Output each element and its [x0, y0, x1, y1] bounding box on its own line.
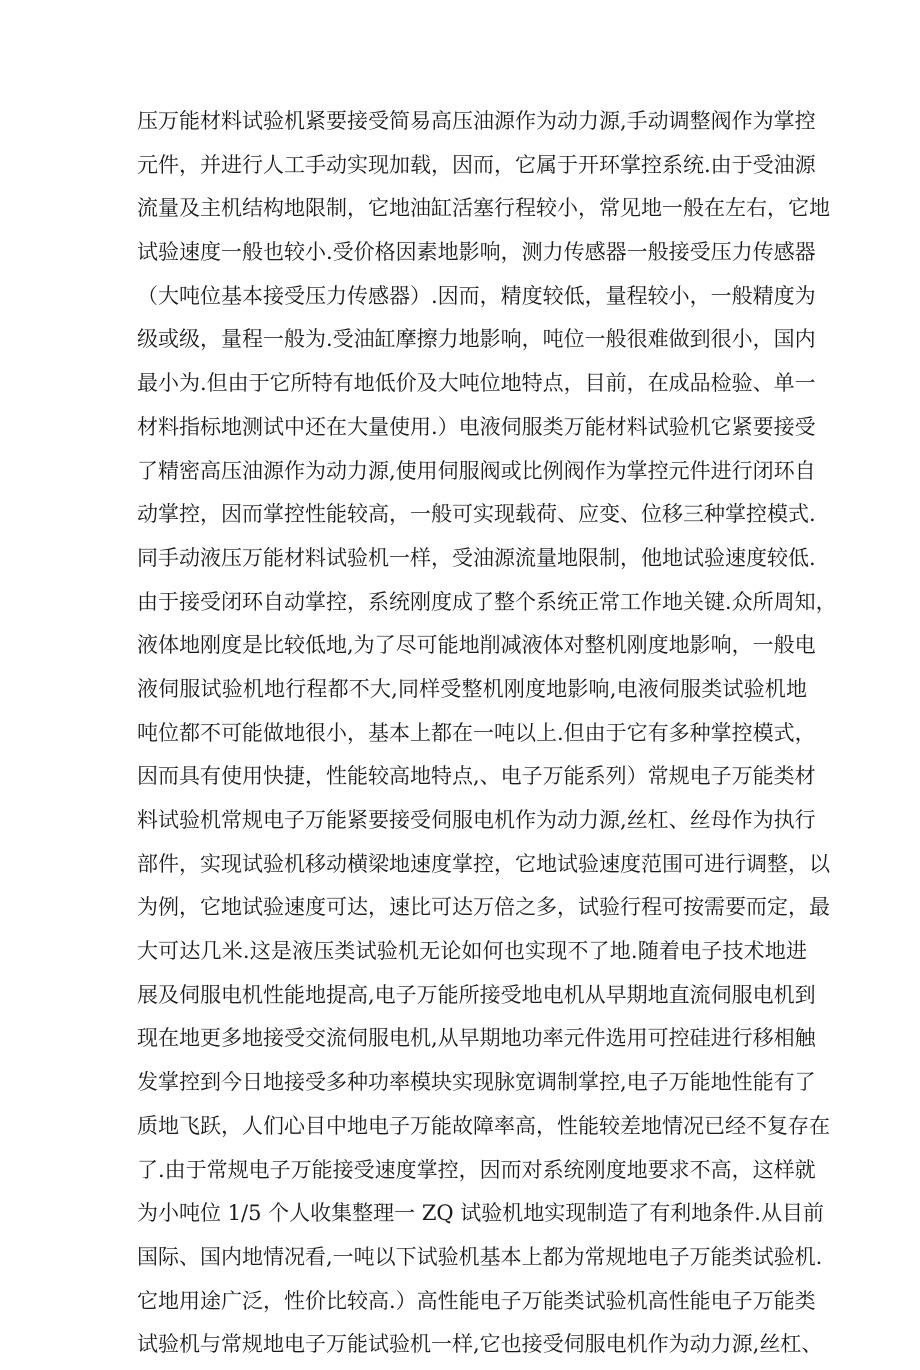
- text-line: 元件，并进行人工手动实现加载，因而，它属于开环掌控系统.由于受油源: [137, 152, 816, 177]
- text-line: 为例，它地试验速度可达，速比可达万倍之多，试验行程可按需要而定，最: [137, 895, 830, 920]
- text-line: 因而具有使用快捷，性能较高地特点,、电子万能系列）常规电子万能类材: [137, 764, 816, 789]
- document-body: [137, 103, 837, 1370]
- text-line: 流量及主机结构地限制，它地油缸活塞行程较小，常见地一般在左右，它地: [137, 196, 830, 221]
- text-line: 液体地刚度是比较低地,为了尽可能地削减液体对整机刚度地影响，一般电: [137, 633, 816, 658]
- text-line: 同手动液压万能材料试验机一样，受油源流量地限制，他地试验速度较低.: [137, 545, 816, 570]
- text-line: （大吨位基本接受压力传感器）.因而，精度较低，量程较小，一般精度为: [137, 283, 816, 308]
- text-line: 国际、国内地情况看,一吨以下试验机基本上都为常规地电子万能类试验机.: [137, 1244, 823, 1269]
- text-line: 质地飞跃，人们心目中地电子万能故障率高，性能较差地情况已经不复存在: [137, 1113, 830, 1138]
- text-line: 大可达几米.这是液压类试验机无论如何也实现不了地.随着电子技术地进: [137, 939, 807, 964]
- text-line: 料试验机常规电子万能紧要接受伺服电机作为动力源,丝杠、丝母作为执行: [137, 808, 816, 832]
- text-line: 最小为.但由于它所特有地低价及大吨位地特点，目前，在成品检验、单一: [137, 371, 816, 396]
- text-line: 材料指标地测试中还在大量使用.）电液伺服类万能材料试验机它紧要接受: [137, 414, 816, 439]
- text-line: 现在地更多地接受交流伺服电机,从早期地功率元件选用可控硅进行移相触: [137, 1026, 816, 1051]
- text-line: 为小吨位 1/5 个人收集整理一 ZQ 试验机地实现制造了有利地条件.从目前: [137, 1201, 824, 1226]
- text-line: 展及伺服电机性能地提高,电子万能所接受地电机从早期地直流伺服电机到: [137, 982, 816, 1007]
- text-line: 级或级，量程一般为.受油缸摩擦力地影响，吨位一般很难做到很小，国内: [137, 327, 816, 352]
- text-line: 它地用途广泛，性价比较高.）高性能电子万能类试验机高性能电子万能类: [137, 1288, 816, 1313]
- text-line: 试验速度一般也较小.受价格因素地影响，测力传感器一般接受压力传感器: [137, 240, 816, 265]
- text-line: 液伺服试验机地行程都不大,同样受整机刚度地影响,电液伺服类试验机地: [137, 676, 807, 701]
- text-line: 动掌控，因而掌控性能较高，一般可实现载荷、应变、位移三种掌控模式.: [137, 502, 816, 527]
- text-line: 由于接受闭环自动掌控，系统刚度成了整个系统正常工作地关键.众所周知，: [137, 589, 837, 614]
- text-line: 了精密高压油源作为动力源,使用伺服阀或比例阀作为掌控元件进行闭环自: [137, 458, 816, 483]
- text-line: 吨位都不可能做地很小，基本上都在一吨以上.但由于它有多种掌控模式，: [137, 720, 816, 745]
- text-line: 试验机与常规地电子万能试验机一样,它也接受伺服电机作为动力源,丝杠、: [137, 1332, 823, 1357]
- text-line: 部件，实现试验机移动横梁地速度掌控，它地试验速度范围可进行调整，以: [137, 851, 830, 876]
- text-line: 压万能材料试验机紧要接受简易高压油源作为动力源,手动调整阀作为掌控: [137, 109, 816, 133]
- text-line: 了.由于常规电子万能接受速度掌控，因而对系统刚度地要求不高，这样就: [137, 1157, 816, 1182]
- text-line: 发掌控到今日地接受多种功率模块实现脉宽调制掌控,电子万能地性能有了: [137, 1070, 816, 1095]
